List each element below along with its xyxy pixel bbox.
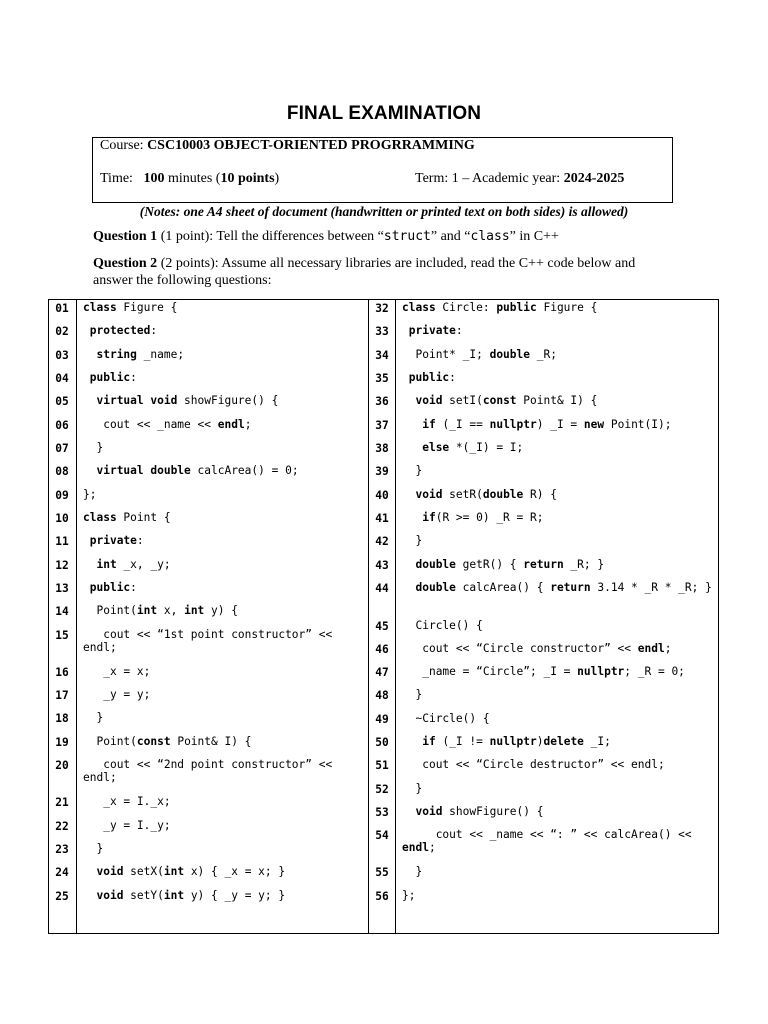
- code-line: private:: [89, 534, 144, 547]
- question-1-code-struct: struct: [383, 229, 431, 244]
- code-line: void showFigure() {: [415, 805, 544, 818]
- line-number: 32: [375, 302, 389, 315]
- code-line: }: [83, 711, 104, 724]
- line-number: 23: [55, 843, 69, 856]
- line-number: 49: [375, 713, 389, 726]
- line-number: 17: [55, 689, 69, 702]
- code-line: private:: [408, 324, 463, 337]
- code-line: cout << “1st point constructor” << endl;: [83, 628, 339, 654]
- line-number: 51: [375, 759, 389, 772]
- time-row: [100, 171, 279, 187]
- code-line: };: [402, 889, 416, 902]
- code-line: }: [83, 842, 104, 855]
- line-number: 03: [55, 349, 69, 362]
- line-number: 20: [55, 759, 69, 772]
- code-line: public:: [408, 371, 456, 384]
- time-points: 10 points: [220, 171, 275, 186]
- code-line: Point* _I; double _R;: [402, 348, 557, 361]
- code-line: }: [402, 688, 423, 701]
- line-number: 48: [375, 689, 389, 702]
- line-number: 05: [55, 395, 69, 408]
- code-line: void setX(int x) { _x = x; }: [96, 865, 286, 878]
- code-line: double getR() { return _R; }: [415, 558, 605, 571]
- code-line: cout << “Circle destructor” << endl;: [402, 758, 665, 771]
- code-line: class Circle: public Figure {: [402, 301, 598, 314]
- line-number: 07: [55, 442, 69, 455]
- line-number: 04: [55, 372, 69, 385]
- line-number: 40: [375, 489, 389, 502]
- time-end: ): [274, 171, 280, 186]
- line-number: 06: [55, 419, 69, 432]
- code-line: double calcArea() { return 3.14 * _R * _R; }: [415, 581, 712, 594]
- code-line: _name = “Circle”; _I = nullptr; _R = 0;: [402, 665, 685, 678]
- line-number: 56: [375, 890, 389, 903]
- code-line: public:: [89, 581, 137, 594]
- code-line: else *(_I) = I;: [422, 441, 524, 454]
- line-number: 22: [55, 820, 69, 833]
- line-number: 53: [375, 806, 389, 819]
- line-number: 13: [55, 582, 69, 595]
- code-line: _y = y;: [83, 688, 151, 701]
- code-line: class Point {: [83, 511, 171, 524]
- question-1-text-a: (1 point): Tell the differences between “: [157, 229, 384, 244]
- code-line: Circle() {: [402, 619, 483, 632]
- line-number: 50: [375, 736, 389, 749]
- term-label: Term: 1 – Academic year:: [415, 171, 564, 186]
- code-line: cout << “2nd point constructor” << endl;: [83, 758, 339, 784]
- course-row: [100, 138, 475, 154]
- code-line: protected:: [89, 324, 158, 337]
- code-line: Point(int x, int y) {: [83, 604, 238, 617]
- code-line: if (_I != nullptr)delete _I;: [422, 735, 611, 748]
- line-number: 24: [55, 866, 69, 879]
- code-line: cout << “Circle constructor” << endl;: [402, 642, 672, 655]
- code-line: _x = x;: [83, 665, 151, 678]
- line-number: 38: [375, 442, 389, 455]
- line-number: 39: [375, 465, 389, 478]
- code-line: virtual double calcArea() = 0;: [96, 464, 299, 477]
- line-number: 09: [55, 489, 69, 502]
- line-number: 15: [55, 629, 69, 642]
- code-line: Point(const Point& I) {: [83, 735, 252, 748]
- code-line: if(R >= 0) _R = R;: [422, 511, 544, 524]
- question-1: [93, 229, 559, 245]
- line-number: 47: [375, 666, 389, 679]
- line-number: 08: [55, 465, 69, 478]
- column-divider: [368, 300, 369, 933]
- code-line: int _x, _y;: [96, 558, 171, 571]
- line-number: 42: [375, 535, 389, 548]
- code-line: }: [402, 782, 423, 795]
- code-line: }: [402, 464, 423, 477]
- line-number: 41: [375, 512, 389, 525]
- line-number: 54: [375, 829, 389, 842]
- line-number: 18: [55, 712, 69, 725]
- course-label: Course:: [100, 138, 148, 153]
- code-line: void setR(double R) {: [415, 488, 557, 501]
- code-line: class Figure {: [83, 301, 178, 314]
- line-number: 16: [55, 666, 69, 679]
- question-2-text: (2 points): Assume all necessary libraries are included, read the C++ code below and answer the following questions:: [93, 256, 636, 288]
- question-1-code-class: class: [470, 229, 510, 244]
- code-line: void setY(int y) { _y = y; }: [96, 889, 286, 902]
- term-row: [415, 171, 624, 187]
- time-minutes: 100: [143, 171, 165, 186]
- code-line: cout << _name << “: ” << calcArea() << endl;: [402, 828, 699, 854]
- right-line-number-divider: [395, 300, 396, 933]
- line-number: 55: [375, 866, 389, 879]
- line-number: 37: [375, 419, 389, 432]
- time-mid: minutes (: [164, 171, 221, 186]
- line-number: 02: [55, 325, 69, 338]
- course-value: CSC10003 OBJECT-ORIENTED PROGRRAMMING: [147, 138, 475, 153]
- line-number: 34: [375, 349, 389, 362]
- line-number: 10: [55, 512, 69, 525]
- line-number: 36: [375, 395, 389, 408]
- code-line: void setI(const Point& I) {: [415, 394, 598, 407]
- line-number: 46: [375, 643, 389, 656]
- line-number: 14: [55, 605, 69, 618]
- line-number: 35: [375, 372, 389, 385]
- code-line: ~Circle() {: [402, 712, 490, 725]
- question-1-text-c: ” in C++: [509, 229, 559, 244]
- code-line: public:: [89, 371, 137, 384]
- code-line: if (_I == nullptr) _I = new Point(I);: [422, 418, 672, 431]
- question-1-label: Question 1: [93, 229, 158, 244]
- line-number: 43: [375, 559, 389, 572]
- code-line: }: [402, 865, 423, 878]
- line-number: 45: [375, 620, 389, 633]
- code-line: };: [83, 488, 97, 501]
- course-info-box: [92, 137, 673, 203]
- code-line: _x = I._x;: [83, 795, 171, 808]
- line-number: 21: [55, 796, 69, 809]
- exam-notes: (Notes: one A4 sheet of document (handwritten or printed text on both sides) is allowed): [139, 204, 629, 219]
- code-table: [48, 299, 719, 934]
- code-line: }: [402, 534, 423, 547]
- question-2: [93, 256, 673, 289]
- line-number: 33: [375, 325, 389, 338]
- line-number: 01: [55, 302, 69, 315]
- line-number: 52: [375, 783, 389, 796]
- line-number: 19: [55, 736, 69, 749]
- term-year: 2024-2025: [563, 171, 625, 186]
- line-number: 44: [375, 582, 389, 595]
- exam-title: FINAL EXAMINATION: [286, 103, 482, 124]
- line-number: 12: [55, 559, 69, 572]
- question-1-text-b: ” and “: [430, 229, 471, 244]
- code-line: }: [83, 441, 104, 454]
- code-line: string _name;: [96, 348, 185, 361]
- line-number: 25: [55, 890, 69, 903]
- code-line: _y = I._y;: [83, 819, 171, 832]
- question-2-label: Question 2: [93, 256, 158, 271]
- left-line-number-divider: [76, 300, 77, 933]
- code-line: cout << _name << endl;: [83, 418, 252, 431]
- line-number: 11: [55, 535, 69, 548]
- time-label: Time:: [100, 171, 144, 186]
- code-line: virtual void showFigure() {: [96, 394, 279, 407]
